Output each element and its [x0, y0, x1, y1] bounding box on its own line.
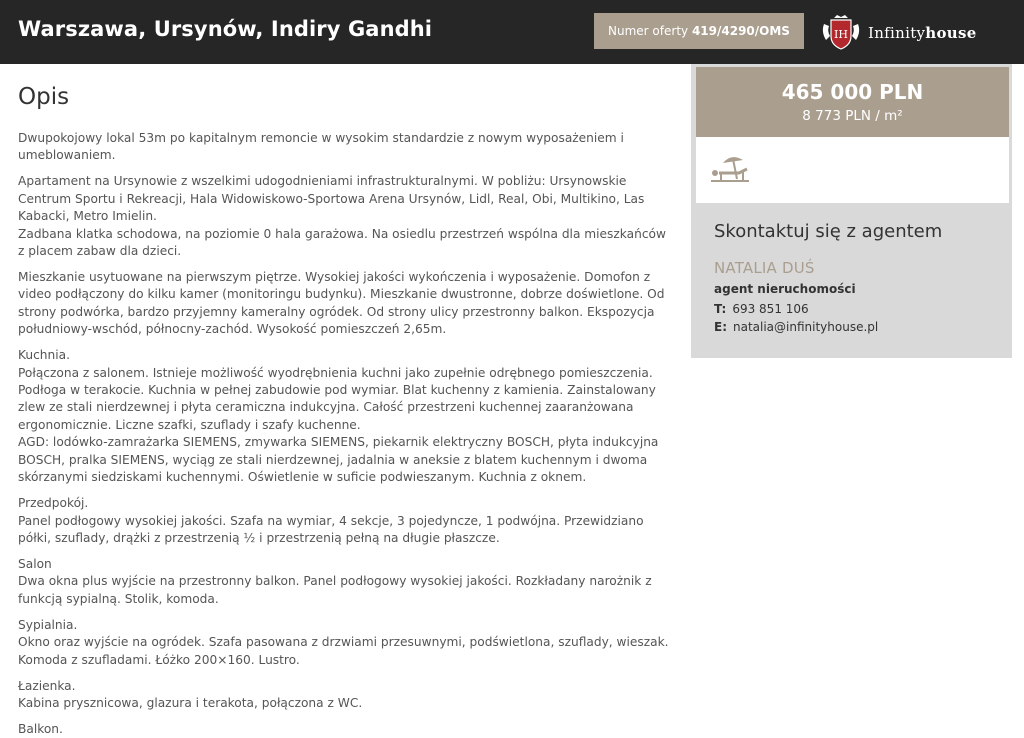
logo-initials: IH — [834, 28, 848, 41]
page-header — [0, 0, 1024, 64]
email-line — [714, 320, 1004, 334]
desc-paragraph: Apartament na Ursynowie z wszelkimi udogodnieniami infrastrukturalnymi. W pobliżu: Ursynowskie Centrum Sportu i Rekreacji, Hala Widowiskowo-Sportowa Arena Ursynów, Lidl, Real, Obi, Multikino, Las Kabacki, Metro Imielin. Zadbana klatka schodowa, na poziomie 0 hala garażowa. Na osiedlu przestrzeń wspólna dla mieszkańców z placem zabaw dla dzieci. — [18, 174, 666, 259]
sunbed-icon — [709, 151, 751, 185]
price-box — [696, 67, 1009, 137]
email-label: E: — [714, 320, 727, 334]
lion-crest-icon — [820, 14, 862, 50]
desc-paragraph: Przedpokój. Panel podłogowy wysokiej jakości. Szafa na wymiar, 4 sekcje, 3 pojedyncze, 1 podwójna. Przewidziano półki, szuflady, drążki z przestrzenią ½ i przestrzenią pełną na długie płaszcze. — [18, 496, 644, 545]
logo-wordmark — [868, 24, 977, 42]
agent-contact — [714, 221, 1004, 334]
features-panel — [696, 137, 1009, 203]
offer-label: Numer oferty — [608, 24, 689, 38]
desc-paragraph: Kuchnia. Połączona z salonem. Istnieje możliwość wyodrębnienia kuchni jako zupełnie odrębnego pomieszczenia. Podłoga w terakocie. Kuchnia w pełnej zabudowie pod wymiar. Blat kuchenny z kamienia. Zainstalowany zlew ze stali nierdzewnej i płyta ceramiczna indukcyjna. Całość przestrzeni kuchennej zaaranżowana ergonomicznie. Liczne szafki, szuflady i szafy kuchenne. AGD: lodówko-zamrażarka SIEMENS, zmywarka SIEMENS, piekarnik elektryczny BOSCH, płyta indukcyjna BOSCH, pralka SIEMENS, wyciąg ze stali nierdzewnej, jadalnia w aneksie z blatem kuchennym i dwoma skórzanymi siedziskami kuchennymi. Oświetlenie w suficie podwieszanym. Kuchnia z oknem. — [18, 348, 659, 485]
description-section — [18, 64, 673, 736]
desc-paragraph: Łazienka. Kabina prysznicowa, glazura i terakota, połączona z WC. — [18, 678, 363, 710]
logo-text-infinity: Infinity — [868, 24, 926, 42]
email-link[interactable]: natalia@infinityhouse.pl — [733, 320, 879, 334]
phone-label: T: — [714, 302, 727, 316]
page-title: Warszawa, Ursynów, Indiry Gandhi — [18, 17, 433, 41]
agent-role: agent nieruchomości — [714, 282, 856, 296]
desc-paragraph: Dwupokojowy lokal 53m po kapitalnym remoncie w wysokim standardzie z nowym wyposażeniem i umeblowaniem. — [18, 131, 624, 163]
desc-paragraph: Balkon. — [18, 721, 63, 736]
offer-number: 419/4290/OMS — [691, 24, 790, 38]
price-per-m2: 8 773 PLN / m² — [802, 108, 903, 124]
contact-title: Skontaktuj się z agentem — [714, 221, 943, 242]
brand-logo[interactable] — [820, 14, 980, 50]
agent-name: NATALIA DUŚ — [714, 259, 815, 277]
offer-number-badge — [594, 13, 804, 49]
description-text — [18, 130, 673, 738]
section-title: Opis — [18, 84, 70, 110]
desc-paragraph: Salon Dwa okna plus wyjście na przestronny balkon. Panel podłogowy wysokiej jakości. Rozkładany narożnik z funkcją sypialną. Stolik, komoda. — [18, 556, 652, 606]
price: 465 000 PLN — [781, 80, 924, 104]
phone-link[interactable]: 693 851 106 — [732, 302, 809, 316]
desc-paragraph: Sypialnia. Okno oraz wyjście na ogródek. Szafa pasowana z drzwiami przesuwnymi, podświetlona, szuflady, wieszak. Komoda z szufladami. Łóżko 200×160. Lustro. — [18, 617, 669, 667]
phone-line — [714, 302, 1004, 316]
logo-text-house: house — [925, 24, 977, 42]
offer-sidebar — [691, 64, 1012, 358]
desc-paragraph: Mieszkanie usytuowane na pierwszym piętrze. Wysokiej jakości wykończenia i wyposażenie. Domofon z video podłączony do kilku kamer (monitoringu budynku). Mieszkanie dwustronne, dobrze doświetlone. Od strony podwórka, bardzo przyjemny kameralny ogródek. Od strony ulicy przestronny balkon. Ekspozycja południowy-wschód, północny-zachód. Wysokość pomieszczeń 2,65m. — [18, 270, 665, 337]
